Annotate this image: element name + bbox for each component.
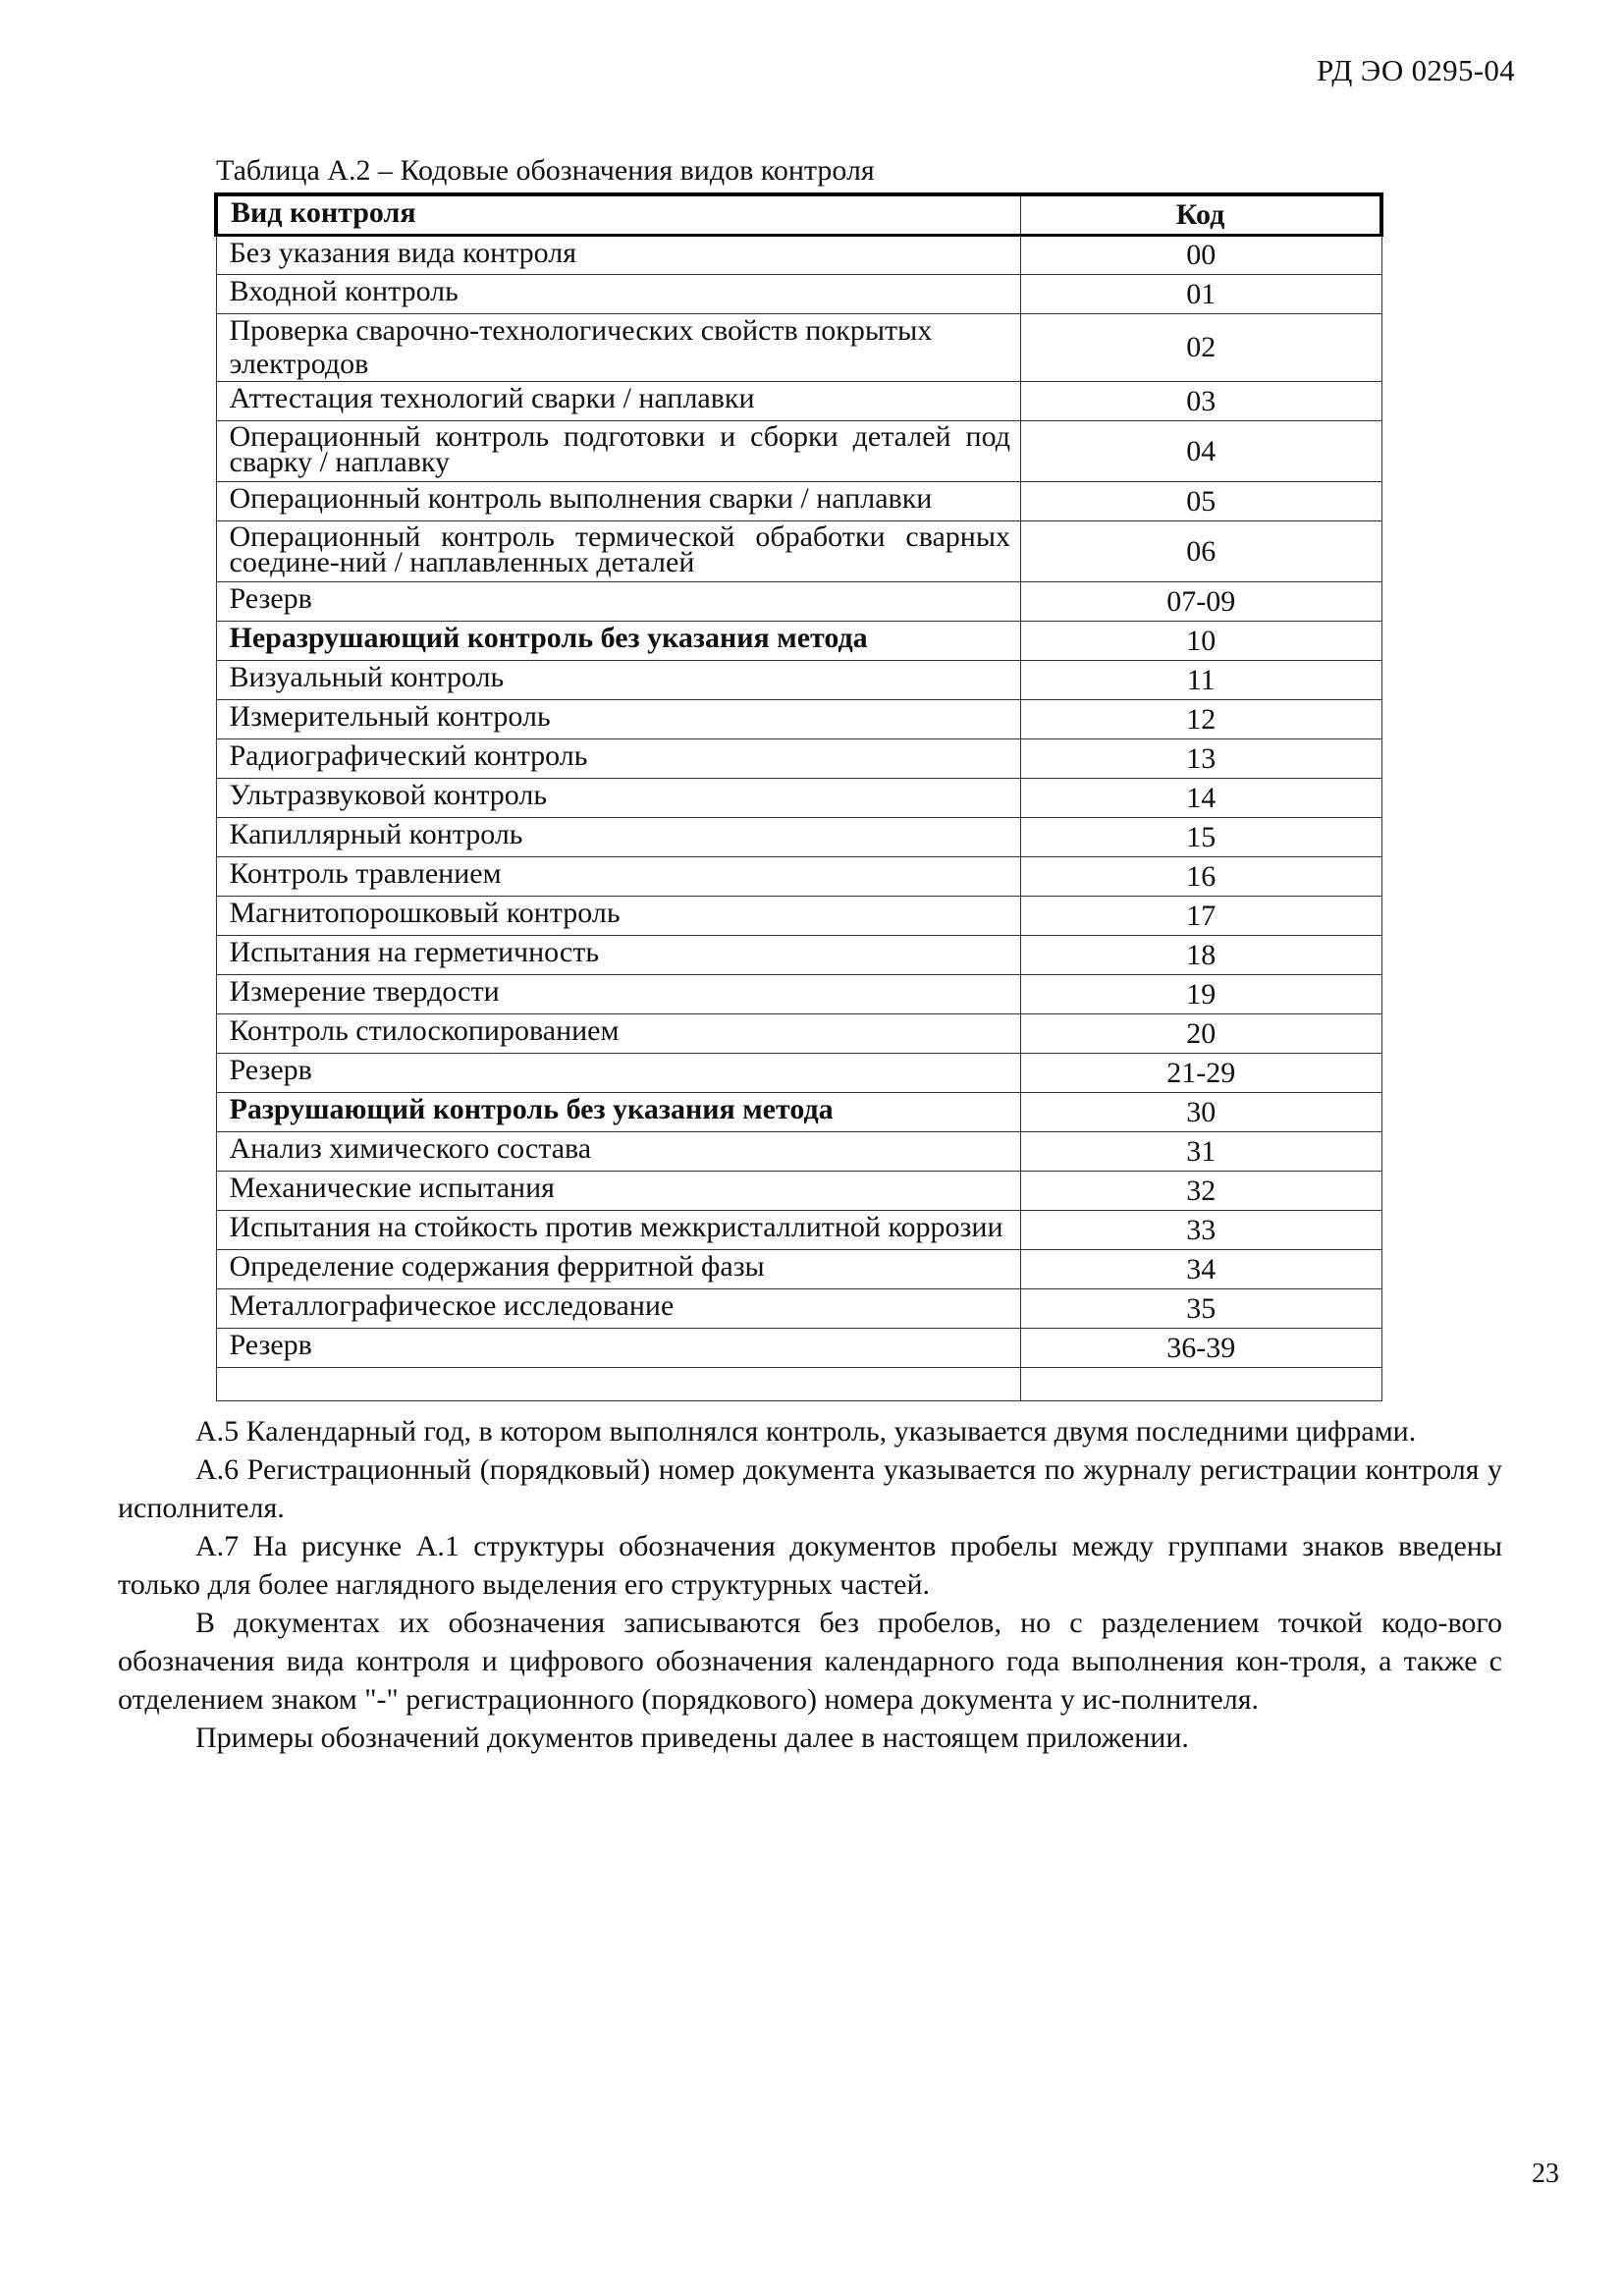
code-cell: 04: [1021, 421, 1382, 482]
code-cell: 10: [1021, 622, 1382, 661]
table-row: [216, 975, 1381, 1014]
table-row: [216, 314, 1381, 382]
paragraph-examples: Примеры обозначений документов приведены далее в настоящем приложении.: [195, 1722, 1189, 1754]
table-row: [216, 236, 1381, 275]
table-row: [216, 382, 1381, 421]
code-cell: 31: [1021, 1132, 1382, 1172]
control-type-cell: Резерв: [216, 1054, 1021, 1093]
control-type-cell: Неразрушающий контроль без указания метода: [216, 622, 1021, 661]
code-cell: 17: [1021, 897, 1382, 936]
table-row: [216, 936, 1381, 975]
code-cell: 21-29: [1021, 1054, 1382, 1093]
code-cell: 11: [1021, 661, 1382, 700]
control-type-cell: Контроль травлением: [216, 857, 1021, 897]
table-row: [216, 482, 1381, 521]
table-row: [216, 1329, 1381, 1368]
code-cell: 19: [1021, 975, 1382, 1014]
table-row: [216, 700, 1381, 739]
code-cell: 06: [1021, 521, 1382, 582]
control-type-cell: Испытания на стойкость против межкристаллитной коррозии: [216, 1211, 1021, 1250]
code-cell: 15: [1021, 818, 1382, 857]
code-cell: 12: [1021, 700, 1382, 739]
control-type-cell: Без указания вида контроля: [216, 236, 1021, 275]
table-row: [216, 779, 1381, 818]
table-row: [216, 521, 1381, 582]
control-type-cell: Резерв: [216, 1329, 1021, 1368]
paragraph-a5: А.5 Календарный год, в котором выполнялся контроль, указывается двумя последними цифрами.: [195, 1415, 1417, 1448]
table-row: [216, 1093, 1381, 1132]
control-type-cell: Визуальный контроль: [216, 661, 1021, 700]
control-type-cell: Металлографическое исследование: [216, 1289, 1021, 1329]
control-type-cell: Резерв: [216, 582, 1021, 622]
code-cell: 18: [1021, 936, 1382, 975]
page-number: 23: [1532, 2159, 1559, 2189]
control-type-cell: Определение содержания ферритной фазы: [216, 1250, 1021, 1289]
code-cell: 16: [1021, 857, 1382, 897]
control-type-cell: Магнитопорошковый контроль: [216, 897, 1021, 936]
table-row: [216, 897, 1381, 936]
paragraph-notation: В документах их обозначения записываются без пробелов, но с разделением точкой кодо-вого обозначения вида контроля и цифрового обозначения календарного года выполнения кон-троля, а также с отделением знаком "-" регистрационного (порядкового) номера документа у ис-полнителя.: [118, 1607, 1502, 1716]
table-row: [216, 1132, 1381, 1172]
code-cell: 01: [1021, 275, 1382, 314]
column-header-code: Код: [1021, 194, 1382, 236]
table-row: [216, 622, 1381, 661]
code-cell: 36-39: [1021, 1329, 1382, 1368]
control-type-cell: Аттестация технологий сварки / наплавки: [216, 382, 1021, 421]
code-cell: 02: [1021, 314, 1382, 382]
control-type-cell: Операционный контроль термической обработки сварных соедине-ний / наплавленных деталей: [216, 521, 1021, 582]
control-type-cell: Капиллярный контроль: [216, 818, 1021, 857]
code-cell: [1021, 1368, 1382, 1401]
table-row: [216, 421, 1381, 482]
control-type-cell: Операционный контроль выполнения сварки / наплавки: [216, 482, 1021, 521]
control-type-cell: Анализ химического состава: [216, 1132, 1021, 1172]
code-cell: 33: [1021, 1211, 1382, 1250]
code-cell: 34: [1021, 1250, 1382, 1289]
control-type-cell: Контроль стилоскопированием: [216, 1014, 1021, 1054]
control-type-cell: Радиографический контроль: [216, 739, 1021, 779]
table-header-row: [216, 194, 1381, 236]
paragraph-a7: А.7 На рисунке А.1 структуры обозначения документов пробелы между группами знаков введены только для более наглядного выделения его структурных частей.: [118, 1530, 1502, 1601]
table-row: [216, 818, 1381, 857]
table-row: [216, 582, 1381, 622]
code-cell: 30: [1021, 1093, 1382, 1132]
code-cell: 03: [1021, 382, 1382, 421]
control-type-cell: Разрушающий контроль без указания метода: [216, 1093, 1021, 1132]
control-type-cell: [216, 1368, 1021, 1401]
table-caption: Таблица А.2 – Кодовые обозначения видов контроля: [216, 154, 875, 187]
control-type-cell: Испытания на герметичность: [216, 936, 1021, 975]
control-type-cell: Измерительный контроль: [216, 700, 1021, 739]
table-row: [216, 1054, 1381, 1093]
code-cell: 13: [1021, 739, 1382, 779]
table-row: [216, 1250, 1381, 1289]
table-row: [216, 857, 1381, 897]
code-cell: 20: [1021, 1014, 1382, 1054]
column-header-control-type: Вид контроля: [216, 194, 1021, 236]
table-row-empty: [216, 1368, 1381, 1401]
control-type-cell: Входной контроль: [216, 275, 1021, 314]
control-type-cell: Механические испытания: [216, 1172, 1021, 1211]
table-row: [216, 661, 1381, 700]
table-row: [216, 1289, 1381, 1329]
control-type-cell: Ультразвуковой контроль: [216, 779, 1021, 818]
code-cell: 00: [1021, 236, 1382, 275]
table-row: [216, 739, 1381, 779]
code-cell: 05: [1021, 482, 1382, 521]
body-text: [118, 1412, 1502, 1757]
control-type-cell: Операционный контроль подготовки и сборки деталей под сварку / наплавку: [216, 421, 1021, 482]
control-codes-table: [214, 192, 1383, 1401]
control-type-cell: Измерение твердости: [216, 975, 1021, 1014]
document-code: РД ЭО 0295-04: [1316, 53, 1515, 87]
table-row: [216, 1211, 1381, 1250]
table-row: [216, 1014, 1381, 1054]
code-cell: 07-09: [1021, 582, 1382, 622]
code-cell: 35: [1021, 1289, 1382, 1329]
code-cell: 32: [1021, 1172, 1382, 1211]
table-row: [216, 1172, 1381, 1211]
paragraph-a6: А.6 Регистрационный (порядковый) номер документа указывается по журналу регистрации контроля у исполнителя.: [118, 1453, 1502, 1524]
control-type-cell: Проверка сварочно-технологических свойств покрытых электродов: [216, 314, 1021, 382]
code-cell: 14: [1021, 779, 1382, 818]
table-row: [216, 275, 1381, 314]
